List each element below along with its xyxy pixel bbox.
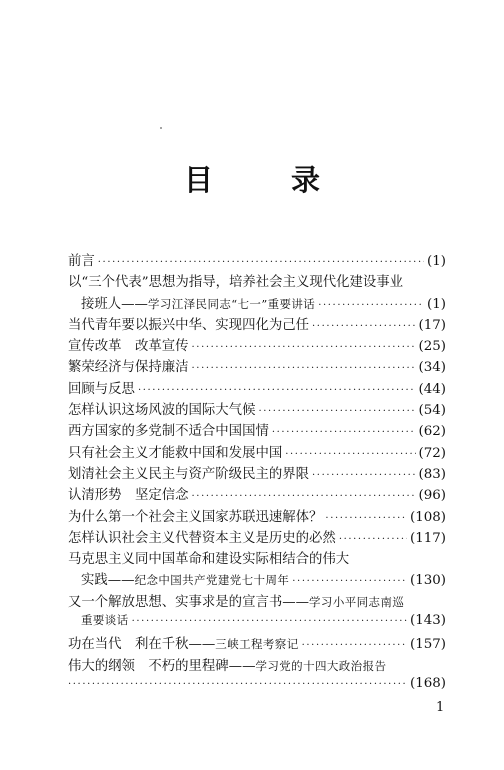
toc-entry-subtitle: 重要谈话: [81, 613, 129, 628]
toc-entry[interactable]: [68, 591, 446, 612]
dot-leader: [192, 363, 416, 374]
toc-entry-title: 功在当代 利在千秋——: [68, 637, 216, 653]
toc-entry-continuation[interactable]: [68, 569, 446, 590]
toc-entry-title: 马克思主义同中国革命和建设实际相结合的伟大: [68, 552, 350, 568]
toc-entry[interactable]: [68, 378, 446, 399]
toc-entry-title: 认清形势 坚定信念: [68, 488, 189, 504]
toc-entry-title: 繁荣经济与保持廉洁: [68, 360, 189, 376]
toc-entry[interactable]: [68, 250, 446, 271]
toc-entry-subtitle: 三峡工程考察记: [215, 637, 299, 652]
toc-entry-title: 接班人——: [81, 296, 148, 312]
toc-page-number: (54): [418, 403, 446, 419]
dot-leader: [192, 491, 416, 502]
dot-leader: [312, 321, 415, 332]
toc-page-number: (62): [418, 424, 446, 440]
dot-leader: [192, 342, 416, 353]
toc-entry[interactable]: [68, 506, 446, 527]
toc-page-number: (157): [409, 637, 446, 653]
dot-leader: [132, 616, 407, 627]
toc-entry[interactable]: [68, 335, 446, 356]
toc-page-number: (44): [418, 381, 446, 397]
toc-entry-continuation[interactable]: [68, 293, 446, 314]
toc-page-number: (130): [409, 573, 446, 589]
toc-entry[interactable]: [68, 420, 446, 441]
toc-entry-continuation[interactable]: [68, 676, 446, 697]
toc-entry-title: 前言: [68, 254, 95, 269]
toc-entry[interactable]: [68, 527, 446, 548]
toc-entry-title: 回顾与反思: [68, 381, 135, 397]
dot-leader: [325, 513, 407, 524]
dot-leader: [318, 300, 424, 311]
toc-entry[interactable]: [68, 314, 446, 335]
printing-speck: [160, 127, 162, 129]
toc-page-number: (168): [409, 675, 446, 691]
dot-leader: [292, 576, 407, 587]
toc-page-number: (1): [427, 254, 446, 269]
toc-page-number: (143): [409, 613, 446, 629]
toc-entry-subtitle: 学习江泽民同志“七一”重要讲话: [147, 296, 316, 311]
toc-entry-title: 怎样认识社会主义代替资本主义是历史的必然: [68, 530, 336, 546]
toc-entry-subtitle: 学习小平同志南巡: [309, 594, 405, 609]
toc-entry[interactable]: [68, 633, 446, 654]
dot-leader: [98, 257, 424, 268]
toc-entry-title: 实践——: [81, 573, 135, 589]
toc-entry[interactable]: [68, 484, 446, 505]
table-of-contents: [68, 250, 446, 697]
toc-entry[interactable]: [68, 655, 446, 676]
toc-page-number: (1): [427, 296, 446, 312]
dot-leader: [339, 534, 407, 545]
dot-leader: [285, 449, 415, 460]
toc-entry[interactable]: [68, 463, 446, 484]
toc-page-number: (108): [409, 509, 446, 525]
toc-page-number: (96): [418, 488, 446, 504]
dot-leader: [258, 406, 415, 417]
toc-entry-title: 为什么第一个社会主义国家苏联迅速解体？: [68, 509, 323, 525]
toc-entry-title: 西方国家的多党制不适合中国国情: [68, 424, 269, 440]
toc-entry[interactable]: [68, 442, 446, 463]
toc-entry-title: 以“三个代表”思想为指导，培养社会主义现代化建设事业: [68, 275, 404, 291]
dot-leader: [68, 679, 407, 690]
toc-entry-title: 只有社会主义才能救中国和发展中国: [68, 445, 283, 461]
toc-entry[interactable]: [68, 399, 446, 420]
toc-entry-title: 划清社会主义民主与资产阶级民主的界限: [68, 466, 310, 482]
toc-entry[interactable]: [68, 271, 446, 292]
toc-entry[interactable]: [68, 356, 446, 377]
dot-leader: [272, 427, 416, 438]
dot-leader: [138, 385, 416, 396]
dot-leader: [312, 470, 415, 481]
page-folio-number: 1: [436, 700, 445, 715]
toc-entry-title: 当代青年要以振兴中华、实现四化为己任: [68, 317, 310, 333]
toc-page-number: (17): [418, 317, 446, 333]
toc-entry-subtitle: 学习党的十四大政治报告: [255, 658, 387, 673]
toc-entry-title: 伟大的纲领 不朽的里程碑——: [68, 658, 256, 674]
page-title: 目 录: [183, 163, 355, 197]
dot-leader: [302, 640, 407, 651]
toc-entry[interactable]: [68, 548, 446, 569]
toc-entry-title: 又一个解放思想、实事求是的宣言书——: [68, 594, 310, 610]
toc-entry-subtitle: 纪念中国共产党建党七十周年: [134, 573, 290, 588]
toc-page-number: (25): [418, 339, 446, 355]
toc-page-number: (83): [418, 466, 446, 482]
toc-page-number: (34): [418, 360, 446, 376]
toc-entry-continuation[interactable]: [68, 612, 446, 633]
toc-page-number: (117): [409, 530, 446, 546]
toc-entry-title: 怎样认识这场风波的国际大气候: [68, 403, 256, 419]
toc-page-number: (72): [418, 445, 446, 461]
toc-entry-title: 宣传改革 改革宣传: [68, 339, 189, 355]
